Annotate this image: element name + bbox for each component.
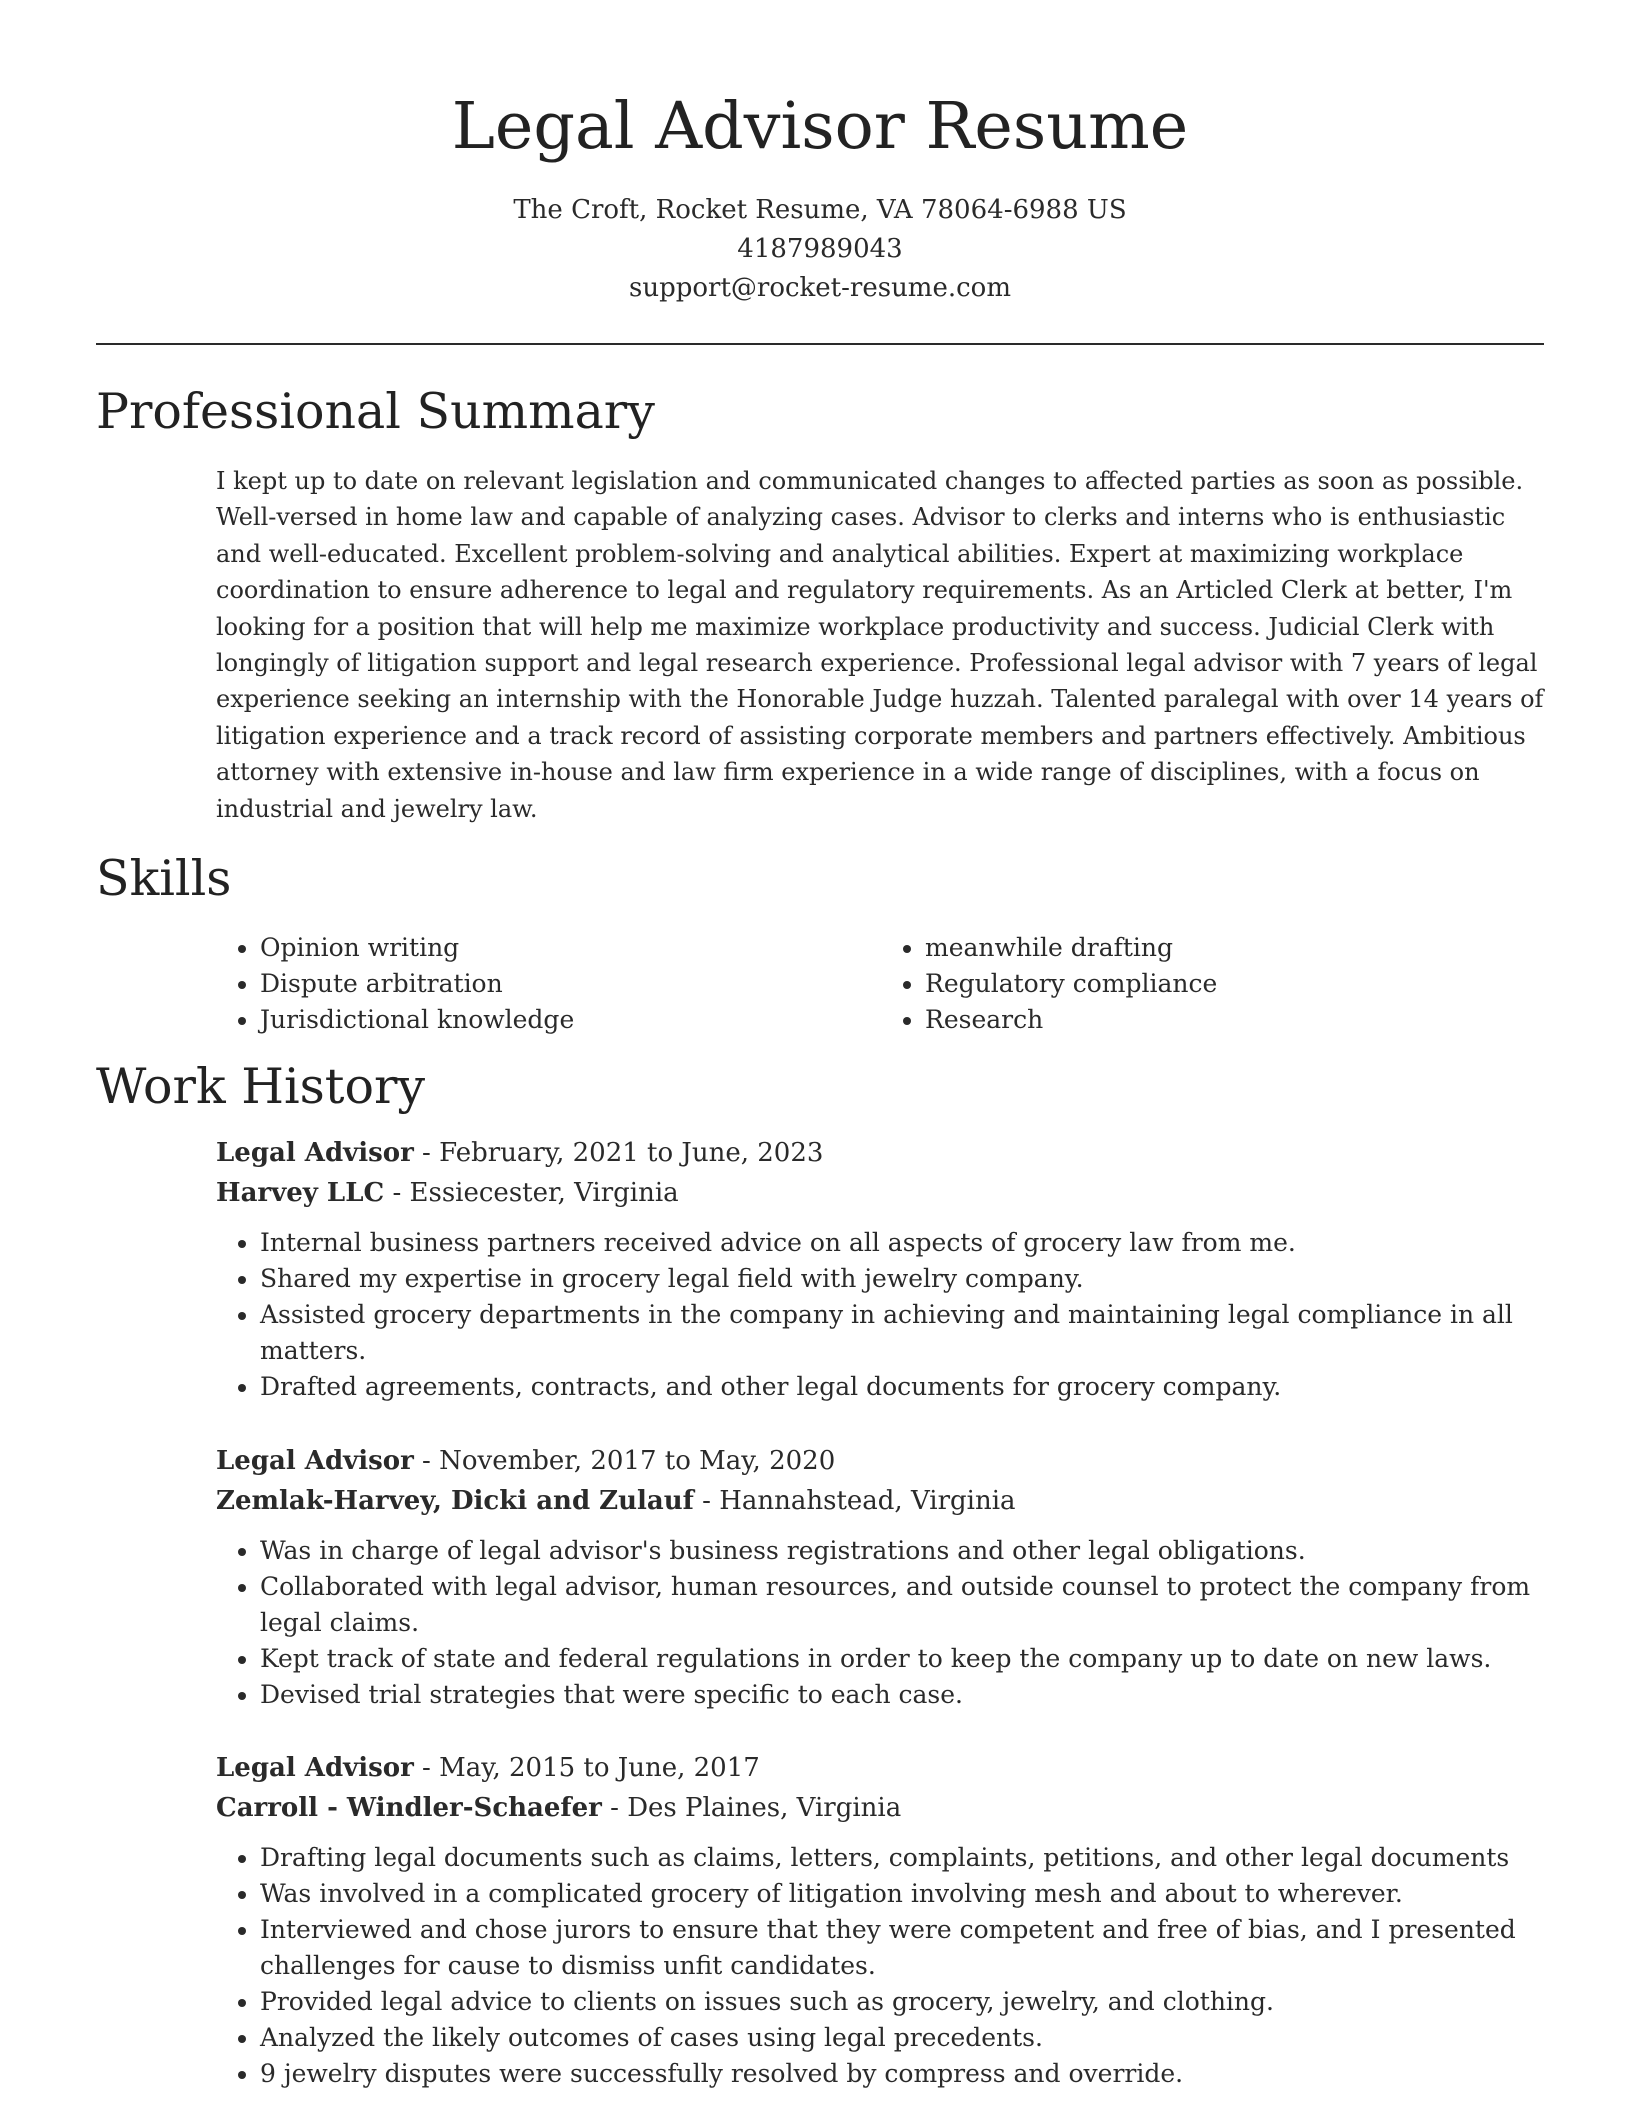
job-company: Harvey LLC <box>216 1178 385 1208</box>
job-company-line <box>216 1788 1546 1828</box>
job-bullet: • Devised trial strategies that were specific to each case. <box>260 1677 1546 1713</box>
skills-column-left <box>216 930 881 1038</box>
job-bullet: • Kept track of state and federal regulations in order to keep the company up to date on new laws. <box>260 1641 1546 1677</box>
job-company-line <box>216 1173 1546 1213</box>
work-history-heading: Work History <box>96 1058 426 1115</box>
job-dates: - November, 2017 to May, 2020 <box>413 1446 836 1476</box>
job-title-line <box>216 1133 1546 1173</box>
job-bullet: • Was in charge of legal advisor's business registrations and other legal obligations. <box>260 1533 1546 1569</box>
contact-block <box>96 191 1544 308</box>
job-bullet: • Collaborated with legal advisor, human resources, and outside counsel to protect the company from legal claims. <box>260 1569 1546 1641</box>
job-bullet: • Drafting legal documents such as claims, letters, complaints, petitions, and other legal documents <box>260 1840 1546 1876</box>
job-bullet: • Analyzed the likely outcomes of cases using legal precedents. <box>260 2020 1546 2056</box>
skills-list <box>216 930 1546 1038</box>
job-title-line <box>216 1748 1546 1788</box>
skills-column-right <box>881 930 1546 1038</box>
skill-item: • Regulatory compliance <box>925 966 1546 1002</box>
job-bullet: • Was involved in a complicated grocery of litigation involving mesh and about to wherever. <box>260 1876 1546 1912</box>
job-location: - Des Plaines, Virginia <box>601 1793 902 1823</box>
job-company: Carroll - Windler-Schaefer <box>216 1793 602 1823</box>
skill-item: • meanwhile drafting <box>925 930 1546 966</box>
contact-email: support@rocket-resume.com <box>628 273 1011 303</box>
job-location: - Hannahstead, Virginia <box>693 1486 1016 1516</box>
job-bullet: • Drafted agreements, contracts, and other legal documents for grocery company. <box>260 1369 1546 1405</box>
job-bullet: • 9 jewelry disputes were successfully resolved by compress and override. <box>260 2056 1546 2092</box>
skill-item: • Research <box>925 1002 1546 1038</box>
job-entry <box>216 1748 1546 2092</box>
job-location: - Essiecester, Virginia <box>384 1178 679 1208</box>
job-bullet-list <box>216 1533 1546 1713</box>
job-title: Legal Advisor <box>216 1446 414 1476</box>
job-dates: - May, 2015 to June, 2017 <box>413 1753 760 1783</box>
job-bullet: • Interviewed and chose jurors to ensure that they were competent and free of bias, and I presented challenges for cause to dismiss unfit candidates. <box>260 1912 1546 1984</box>
job-bullet-list <box>216 1840 1546 2092</box>
skills-heading: Skills <box>96 850 232 907</box>
summary-heading: Professional Summary <box>96 383 655 440</box>
job-company: Zemlak-Harvey, Dicki and Zulauf <box>216 1486 694 1516</box>
job-bullet: • Provided legal advice to clients on issues such as grocery, jewelry, and clothing. <box>260 1984 1546 2020</box>
job-bullet-list <box>216 1225 1546 1405</box>
job-title-line <box>216 1441 1546 1481</box>
job-bullet: • Shared my expertise in grocery legal field with jewelry company. <box>260 1261 1546 1297</box>
job-title: Legal Advisor <box>216 1753 414 1783</box>
resume-title: Legal Advisor Resume <box>451 89 1189 164</box>
header-divider <box>96 343 1544 345</box>
job-title: Legal Advisor <box>216 1138 414 1168</box>
skill-item: • Dispute arbitration <box>260 966 881 1002</box>
job-company-line <box>216 1481 1546 1521</box>
job-entry <box>216 1133 1546 1405</box>
job-dates: - February, 2021 to June, 2023 <box>413 1138 824 1168</box>
job-entry <box>216 1441 1546 1713</box>
contact-phone: 4187989043 <box>737 234 903 264</box>
contact-address: The Croft, Rocket Resume, VA 78064-6988 US <box>513 195 1127 225</box>
job-bullet: • Internal business partners received advice on all aspects of grocery law from me. <box>260 1225 1546 1261</box>
skill-item: • Jurisdictional knowledge <box>260 1002 881 1038</box>
skill-item: • Opinion writing <box>260 930 881 966</box>
job-bullet: • Assisted grocery departments in the company in achieving and maintaining legal compliance in all matters. <box>260 1297 1546 1369</box>
summary-text: I kept up to date on relevant legislation and communicated changes to affected parties as soon as possible. Well-versed in home law and capable of analyzing cases. Advisor to clerks and interns who is enthusiastic and well-educated. Excellent problem-solving and analytical abilities. Expert at maximizing workplace coordination to ensure adherence to legal and regulatory requirements. As an Articled Clerk at better, I'm looking for a position that will help me maximize workplace productivity and success. Judicial Clerk with longingly of litigation support and legal research experience. Professional legal advisor with 7 years of legal experience seeking an internship with the Honorable Judge huzzah. Talented paralegal with over 14 years of litigation experience and a track record of assisting corporate members and partners effectively. Ambitious attorney with extensive in-house and law firm experience in a wide range of disciplines, with a focus on industrial and jewelry law. <box>216 467 1544 823</box>
